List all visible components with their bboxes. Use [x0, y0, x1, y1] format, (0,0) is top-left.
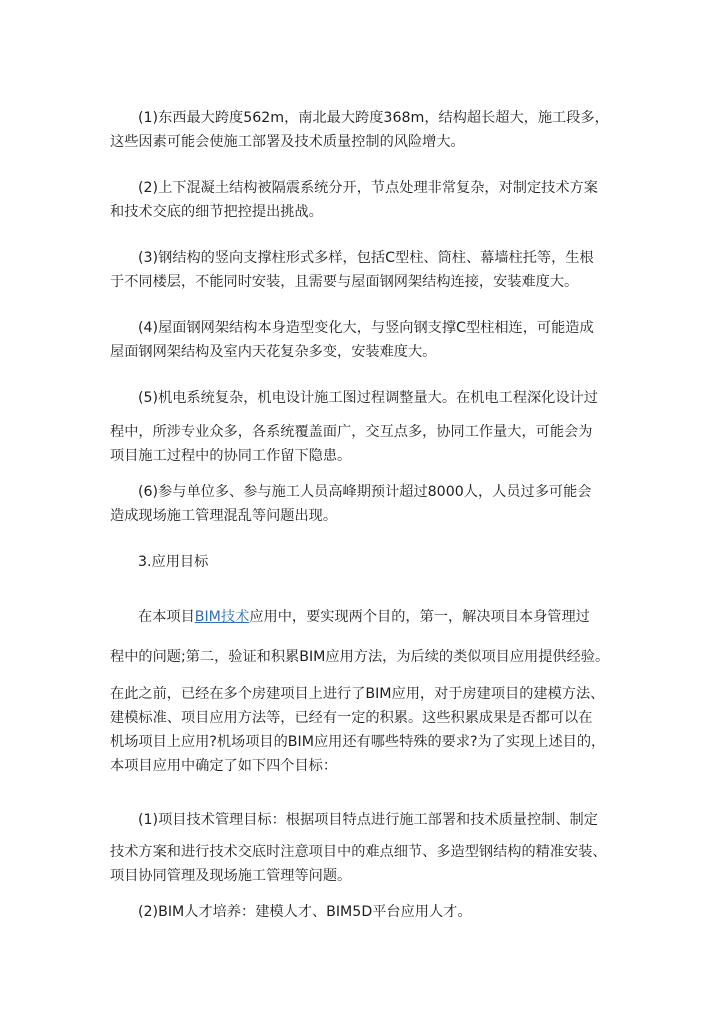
text-line: 屋面钢网架结构及室内天花复杂多变，安装难度大。 [110, 344, 437, 360]
text-line: 和技术交底的细节把控提出挑战。 [110, 204, 323, 220]
text-line: (4)屋面钢网架结构本身造型变化大，与竖向钢支撑C型柱相连，可能造成 [138, 320, 594, 336]
heading-text: 3.应用目标 [138, 554, 209, 570]
text-line: (2)上下混凝土结构被隔震系统分开，节点处理非常复杂，对制定技术方案 [138, 180, 598, 196]
text-line: 造成现场施工管理混乱等问题出现。 [110, 508, 338, 524]
paragraph-2 [110, 176, 620, 224]
text-line: (5)机电系统复杂，机电设计施工图过程调整量大。在机电工程深化设计过 [138, 390, 598, 406]
text-line: (2)BIM人才培养：建模人才、BIM5D平台应用人才。 [138, 904, 472, 920]
text-segment: 在本项目 [138, 609, 195, 625]
text-line: (3)钢结构的竖向支撑柱形式多样，包括C型柱、筒柱、幕墙柱托等，生根 [138, 250, 594, 266]
text-line: 项目协同管理及现场施工管理等问题。 [110, 868, 352, 884]
text-line: 程中，所涉专业众多，各系统覆盖面广，交互点多，协同工作量大，可能会为 [110, 424, 593, 440]
text-line: 机场项目上应用?机场项目的BIM应用还有哪些特殊的要求?为了实现上述目的， [110, 734, 606, 750]
bim-tech-link[interactable]: BIM技术 [194, 609, 250, 625]
paragraph-6 [110, 480, 620, 528]
paragraph-1 [110, 106, 620, 154]
paragraph-9 [110, 808, 620, 888]
text-line: 建模标准、项目应用方法等，已经有一定的积累。这些积累成果是否都可以在 [110, 710, 593, 726]
text-line: (1)项目技术管理目标：根据项目特点进行施工部署和技术质量控制、制定 [138, 812, 598, 828]
text-line: 于不同楼层，不能同时安装，且需要与屋面钢网架结构连接，安装难度大。 [110, 274, 579, 290]
text-line: (1)东西最大跨度562m，南北最大跨度368m，结构超长超大，施工段多， [138, 110, 609, 126]
section-heading [110, 550, 620, 574]
text-line: 项目施工过程中的协同工作留下隐患。 [110, 448, 352, 464]
text-line [110, 605, 620, 629]
text-line: 技术方案和进行技术交底时注意项目中的难点细节、多造型钢结构的精准安装、 [110, 844, 607, 860]
text-line: 在此之前，已经在多个房建项目上进行了BIM应用，对于房建项目的建模方法、 [110, 686, 605, 702]
paragraph-3 [110, 246, 620, 294]
text-line: 本项目应用中确定了如下四个目标： [110, 758, 338, 774]
text-line: (6)参与单位多、参与施工人员高峰期预计超过8000人，人员过多可能会 [138, 484, 592, 500]
paragraph-5 [110, 386, 620, 468]
text-line: 程中的问题;第二，验证和积累BIM应用方法，为后续的类似项目应用提供经验。 [110, 649, 610, 665]
paragraph-4 [110, 316, 620, 364]
paragraph-7 [110, 605, 620, 669]
paragraph-10 [110, 900, 620, 924]
paragraph-8 [110, 682, 620, 778]
text-line: 这些因素可能会使施工部署及技术质量控制的风险增大。 [110, 134, 465, 150]
text-segment: 应用中，要实现两个目的，第一，解决项目本身管理过 [249, 609, 590, 625]
